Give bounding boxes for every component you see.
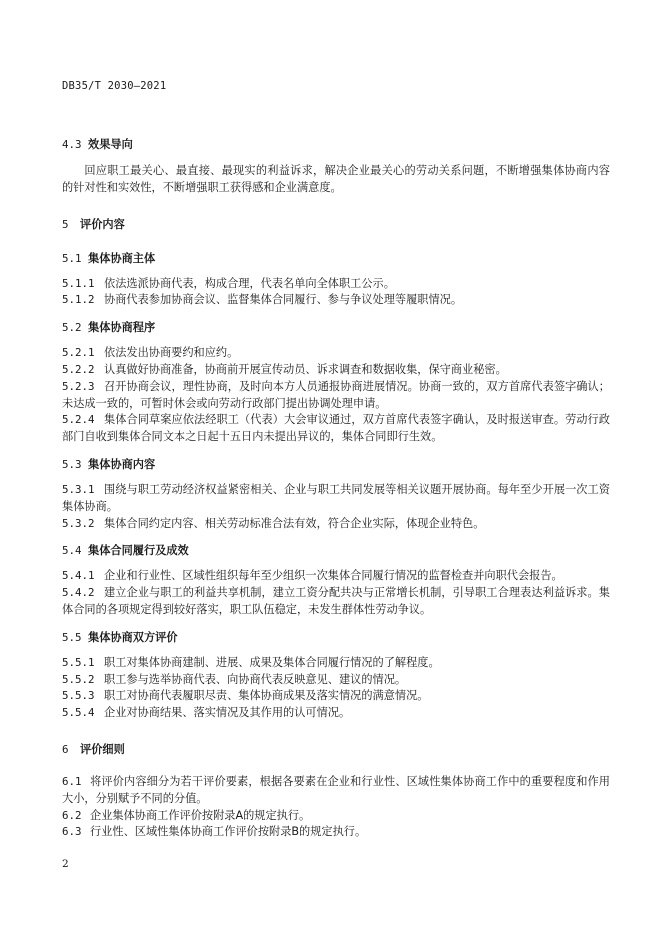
- clause-text: 企业和行业性、区域性组织每年至少组织一次集体合同履行情况的监督检查并向职代会报告。: [104, 569, 563, 583]
- clause-item: [62, 292, 610, 309]
- clause-number: 6.3: [62, 825, 82, 839]
- clause-list-5-2: [62, 345, 610, 446]
- section-title: 集体协商程序: [88, 321, 156, 335]
- clause-text: 认真做好协商准备，协商前开展宣传动员、诉求调查和数据收集，保守商业秘密。: [104, 362, 507, 376]
- clause-number: 5.5.1: [62, 655, 95, 669]
- clause-number: 5.2.2: [62, 362, 95, 376]
- clause-text: 集体合同约定内容、相关劳动标准合法有效，符合企业实际，体现企业特色。: [104, 516, 485, 530]
- clause-list-6: [62, 774, 610, 841]
- clause-item: [62, 705, 610, 722]
- section-number: 4.3: [62, 138, 82, 151]
- section-title: 集体协商主体: [88, 251, 156, 265]
- section-heading-4-3: [62, 137, 610, 153]
- section-number: 5.1: [62, 251, 82, 265]
- section-title: 评价内容: [80, 217, 125, 231]
- clause-text: 围绕与职工劳动经济权益紧密相关、企业与职工共同发展等相关议题开展协商。每年至少开展一次工资集体协商。: [62, 482, 610, 513]
- clause-item: [62, 655, 610, 672]
- section-number: 5.2: [62, 321, 82, 335]
- section-number: 5.3: [62, 457, 82, 471]
- clause-list-5-4: [62, 568, 610, 618]
- clause-item: [62, 362, 610, 379]
- clause-list-5-3: [62, 482, 610, 532]
- section-heading-5-5: [62, 630, 610, 646]
- clause-number: 5.5.2: [62, 672, 95, 686]
- clause-item: [62, 379, 610, 413]
- clause-text: 职工对协商代表履职尽责、集体协商成果及落实情况的满意情况。: [104, 689, 429, 703]
- clause-item: [62, 688, 610, 705]
- page-number: 2: [62, 858, 69, 870]
- clause-text: 职工对集体协商建制、进展、成果及集体合同履行情况的了解程度。: [104, 655, 440, 669]
- clause-item: [62, 808, 610, 825]
- clause-item: [62, 516, 610, 533]
- section-number: 5.4: [62, 544, 82, 558]
- section-number: 5.5: [62, 630, 82, 644]
- section-heading-5-2: [62, 320, 610, 336]
- clause-text: 依法发出协商要约和应约。: [104, 346, 239, 360]
- section-number: 5: [62, 217, 69, 231]
- section-title: 效果导向: [88, 138, 133, 151]
- clause-item: [62, 774, 610, 808]
- clause-item: [62, 482, 610, 516]
- document-body: [62, 137, 610, 841]
- clause-item: [62, 412, 610, 446]
- section-heading-5: [62, 217, 610, 233]
- section-title: 评价细则: [80, 742, 125, 756]
- clause-number: 5.1.1: [62, 276, 95, 290]
- clause-item: [62, 672, 610, 689]
- clause-number: 6.1: [62, 774, 82, 788]
- clause-list-5-5: [62, 655, 610, 722]
- section-heading-5-4: [62, 543, 610, 559]
- section-heading-5-1: [62, 251, 610, 267]
- clause-number: 6.2: [62, 808, 82, 822]
- clause-text: 企业对协商结果、落实情况及其作用的认可情况。: [104, 706, 351, 720]
- clause-number: 5.2.1: [62, 346, 95, 360]
- clause-number: 5.3.2: [62, 516, 95, 530]
- clause-text: 召开协商会议，理性协商，及时向本方人员通报协商进展情况。协商一致的，双方首席代表签字确认；未达成一致的，可暂时休会或向劳动行政部门提出协调处理申请。: [62, 379, 610, 410]
- section-number: 6: [62, 742, 69, 756]
- clause-item: [62, 345, 610, 362]
- clause-text: 行业性、区域性集体协商工作评价按附录B的规定执行。: [90, 825, 367, 839]
- clause-text: 协商代表参加协商会议、监督集体合同履行、参与争议处理等履职情况。: [104, 293, 463, 307]
- clause-text: 将评价内容细分为若干评价要素，根据各要素在企业和行业性、区域性集体协商工作中的重要程度和作用大小，分别赋予不同的分值。: [62, 774, 610, 805]
- clause-number: 5.2.3: [62, 379, 95, 393]
- clause-number: 5.5.3: [62, 689, 95, 703]
- clause-item: [62, 276, 610, 293]
- section-title: 集体合同履行及成效: [88, 544, 189, 558]
- clause-number: 5.4.1: [62, 569, 95, 583]
- clause-text: 职工参与选举协商代表、向协商代表反映意见、建议的情况。: [104, 672, 407, 686]
- clause-item: [62, 824, 610, 841]
- clause-number: 5.2.4: [62, 413, 95, 427]
- clause-number: 5.4.2: [62, 586, 95, 600]
- clause-number: 5.3.1: [62, 482, 95, 496]
- clause-item: [62, 585, 610, 619]
- section-title: 集体协商双方评价: [88, 630, 178, 644]
- clause-text: 依法选派协商代表，构成合理，代表名单向全体职工公示。: [104, 276, 395, 290]
- paragraph-4-3: 回应职工最关心、最直接、最现实的利益诉求，解决企业最关心的劳动关系问题，不断增强集体协商内容的针对性和实效性，不断增强职工获得感和企业满意度。: [62, 164, 610, 194]
- clause-text: 建立企业与职工的利益共享机制，建立工资分配共决与正常增长机制，引导职工合理表达利益诉求。集体合同的各项规定得到较好落实，职工队伍稳定，未发生群体性劳动争议。: [62, 586, 610, 616]
- clause-number: 5.1.2: [62, 293, 95, 307]
- clause-item: [62, 568, 610, 585]
- clause-text: 企业集体协商工作评价按附录A的规定执行。: [90, 808, 311, 822]
- section-heading-5-3: [62, 457, 610, 473]
- document-code: DB35/T 2030—2021: [62, 80, 167, 92]
- clause-list-5-1: [62, 276, 610, 310]
- section-heading-6: [62, 742, 610, 758]
- clause-text: 集体合同草案应依法经职工（代表）大会审议通过，双方首席代表签字确认，及时报送审查。劳动行政部门自收到集体合同文本之日起十五日内未提出异议的，集体合同即行生效。: [62, 413, 610, 444]
- section-title: 集体协商内容: [88, 457, 156, 471]
- clause-number: 5.5.4: [62, 706, 95, 720]
